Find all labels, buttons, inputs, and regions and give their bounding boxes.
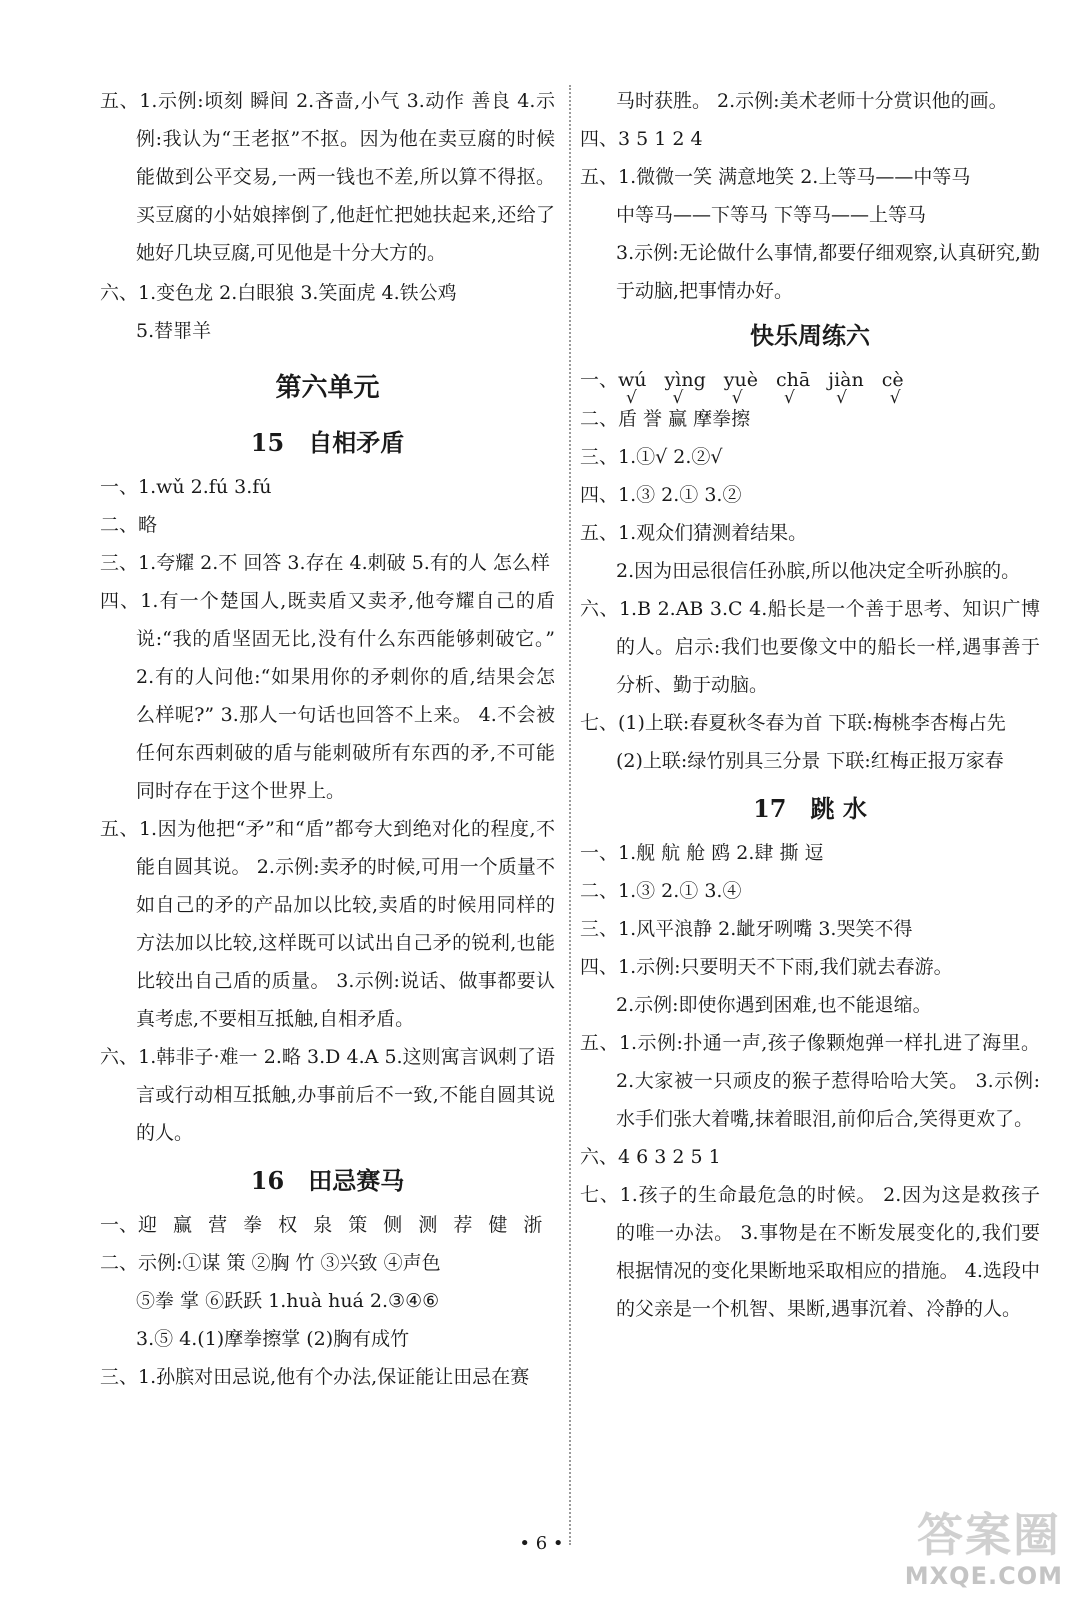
l17-q1: 一、1.舰 航 舱 鸥 2.肆 撕 逗 xyxy=(580,842,824,864)
pinyin-answer: yìng √ xyxy=(665,369,706,391)
lesson-15-heading xyxy=(100,422,555,464)
l16-q5-cont: 中等马——下等马 下等马——上等马 xyxy=(616,204,927,226)
l15-q3: 三、1.夸耀 2.不 回答 3.存在 4.刺破 5.有的人 怎么样 xyxy=(100,552,550,574)
l15-q2: 二、略 xyxy=(100,514,158,536)
lesson-17-heading xyxy=(580,788,1040,830)
watermark-text: 答案圈 xyxy=(917,1508,1061,1562)
lesson-number: 15 xyxy=(250,428,285,457)
l15-q6: 六、1.韩非子·难一 2.略 3.D 4.A 5.这则寓言讽刺了语言或行动相互抵触,办事前后不一致,不能自圆其说的人。 xyxy=(100,1046,555,1144)
l16-q4: 四、3 5 1 2 4 xyxy=(580,128,703,150)
pinyin-answer: jiàn √ xyxy=(828,369,864,391)
weekly-q2: 二、盾 誉 赢 摩拳擦 xyxy=(580,408,751,430)
answer-block-6: 六、1.变色龙 2.白眼狼 3.笑面虎 4.铁公鸡 xyxy=(100,282,457,304)
answer-block-5: 五、1.示例:顷刻 瞬间 2.吝啬,小气 3.动作 善良 4.示例:我认为“王老抠”不抠。因为他在卖豆腐的时候能做到公平交易,一两一钱也不差,所以算不得抠。买豆腐的小姑娘摔倒了,他赶忙把她扶起来,还给了她好几块豆腐,可见他是十分大方的。 xyxy=(100,90,555,264)
weekly-q5: 五、1.观众们猜测着结果。 xyxy=(580,522,808,544)
l17-q6: 六、4 6 3 2 5 1 xyxy=(580,1146,721,1168)
l17-q4: 四、1.示例:只要明天不下雨,我们就去春游。 xyxy=(580,956,953,978)
weekly-q6: 六、1.B 2.AB 3.C 4.船长是一个善于思考、知识广博的人。启示:我们也要像文中的船长一样,遇事善于分析、勤于动脑。 xyxy=(580,598,1040,696)
l16-q5-cont2: 3.示例:无论做什么事情,都要仔细观察,认真研究,勤于动脑,把事情办好。 xyxy=(616,242,1040,302)
l15-q5: 五、1.因为他把“矛”和“盾”都夸大到绝对化的程度,不能自圆其说。 2.示例:卖矛的时候,可用一个质量不如自己的矛的产品加以比较,卖盾的时候用同样的方法加以比较,这样既可以试出自己矛的锐利,也能比较出自己盾的质量。 3.示例:说话、做事都要认真考虑,不要相互抵触,自相矛盾。 xyxy=(100,818,555,1030)
l15-q4: 四、1.有一个楚国人,既卖盾又卖矛,他夸耀自己的盾说:“我的盾坚固无比,没有什么东西能够刺破它。” 2.有的人问他:“如果用你的矛刺你的盾,结果会怎么样呢?” 3.那人一句话也回答不上来。 4.不会被任何东西刺破的盾与能刺破所有东西的矛,不可能同时存在于这个世界上。 xyxy=(100,590,555,802)
pinyin-answer: chā √ xyxy=(776,369,810,391)
watermark-logo xyxy=(861,1499,1071,1594)
weekly-q5-cont: 2.因为田忌很信任孙膑,所以他决定全听孙膑的。 xyxy=(616,560,1021,582)
unit-title: 第六单元 xyxy=(275,373,380,403)
pinyin-answer: cè √ xyxy=(882,369,904,391)
lesson-title: 自相矛盾 xyxy=(308,429,405,457)
l16-q3-start: 三、1.孙膑对田忌说,他有个办法,保证能让田忌在赛 xyxy=(100,1366,530,1388)
l16-q2: 二、示例:①谋 策 ②胸 竹 ③兴致 ④声色 xyxy=(100,1252,441,1274)
l16-q1: 一、迎 赢 营 拳 权 泉 策 侧 测 荐 健 浙 xyxy=(100,1214,543,1236)
weekly-q4: 四、1.③ 2.① 3.② xyxy=(580,484,742,506)
weekly-q1 xyxy=(580,360,1040,400)
l16-q3-cont: 马时获胜。 2.示例:美术老师十分赏识他的画。 xyxy=(616,90,1008,112)
l16-q2-cont: ⑤拳 掌 ⑥跃跃 1.huà huá 2.③④⑥ xyxy=(136,1290,440,1312)
right-column xyxy=(580,82,1040,1328)
left-column xyxy=(100,82,555,1396)
watermark-url: MXQE.COM xyxy=(904,1562,1063,1590)
lesson-number: 17 xyxy=(753,794,787,823)
l17-q4-cont: 2.示例:即使你遇到困难,也不能退缩。 xyxy=(616,994,932,1016)
question-prefix: 一、 xyxy=(580,369,619,391)
l17-q2: 二、1.③ 2.① 3.④ xyxy=(580,880,742,902)
l17-q5: 五、1.示例:扑通一声,孩子像颗炮弹一样扎进了海里。 2.大家被一只顽皮的猴子惹得哈哈大笑。 3.示例:水手们张大着嘴,抹着眼泪,前仰后合,笑得更欢了。 xyxy=(580,1032,1040,1130)
column-divider xyxy=(569,85,571,1545)
l15-q1: 一、1.wǔ 2.fú 3.fú xyxy=(100,476,272,498)
l16-q2-cont2: 3.⑤ 4.(1)摩拳擦掌 (2)胸有成竹 xyxy=(136,1328,410,1350)
weekly-q7: 七、(1)上联:春夏秋冬春为首 下联:梅桃李杏梅占先 xyxy=(580,712,1006,734)
l16-q5: 五、1.微微一笑 满意地笑 2.上等马——中等马 xyxy=(580,166,971,188)
answer-block-6-cont: 5.替罪羊 xyxy=(136,320,212,342)
lesson-16-heading xyxy=(100,1160,555,1202)
lesson-title: 田忌赛马 xyxy=(308,1167,405,1195)
l17-q3: 三、1.风平浪静 2.龇牙咧嘴 3.哭笑不得 xyxy=(580,918,913,940)
page-number: • 6 • xyxy=(519,1533,564,1554)
weekly-q3: 三、1.①√ 2.②√ xyxy=(580,446,723,468)
l17-q7: 七、1.孩子的生命最危急的时候。 2.因为这是救孩子的唯一办法。 3.事物是在不断发展变化的,我们要根据情况的变化果断地采取相应的措施。 4.选段中的父亲是一个机智、果断,遇事沉着、冷静的人。 xyxy=(580,1184,1040,1320)
lesson-title: 跳 水 xyxy=(810,795,867,823)
weekly-q7-cont: (2)上联:绿竹别具三分景 下联:红梅正报万家春 xyxy=(616,750,1004,772)
pinyin-answer: yuè √ xyxy=(724,369,758,391)
pinyin-answer: wú √ xyxy=(618,369,647,391)
weekly-practice-heading: 快乐周练六 xyxy=(750,322,870,350)
lesson-number: 16 xyxy=(250,1166,285,1195)
